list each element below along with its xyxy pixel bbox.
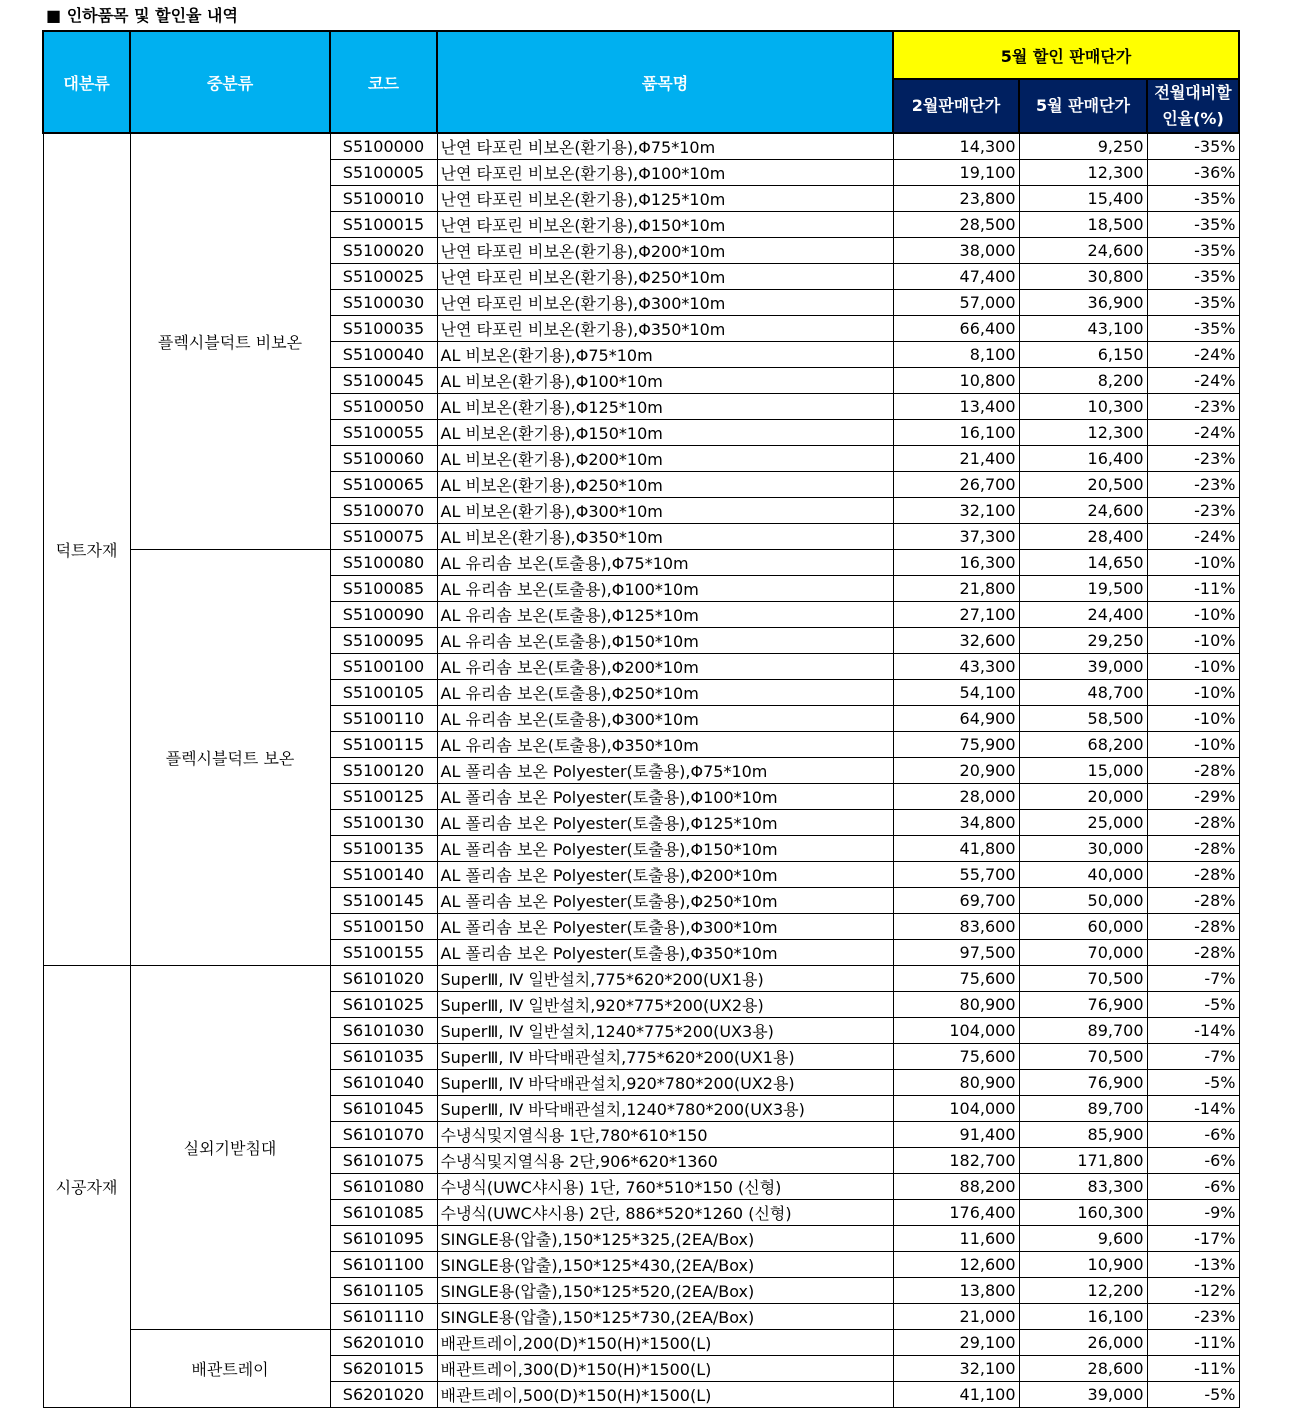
may-price-cell[interactable]: 70,500 [1019,1044,1147,1070]
may-price-cell[interactable]: 15,000 [1019,758,1147,784]
item-name-cell[interactable]: 난연 타포린 비보온(환기용),Φ350*10m [437,316,893,342]
item-name-cell[interactable]: AL 유리솜 보온(토출용),Φ100*10m [437,576,893,602]
may-price-cell[interactable]: 20,500 [1019,472,1147,498]
discount-rate-cell[interactable]: -24% [1147,368,1239,394]
item-name-cell[interactable]: AL 유리솜 보온(토출용),Φ125*10m [437,602,893,628]
code-cell[interactable]: S5100055 [330,420,437,446]
code-cell[interactable]: S6101070 [330,1122,437,1148]
feb-price-cell[interactable]: 54,100 [893,680,1019,706]
discount-rate-cell[interactable]: -23% [1147,446,1239,472]
feb-price-cell[interactable]: 14,300 [893,133,1019,160]
item-name-cell[interactable]: AL 폴리솜 보온 Polyester(토출용),Φ150*10m [437,836,893,862]
code-cell[interactable]: S5100035 [330,316,437,342]
header-may-discount-group[interactable]: 5월 할인 판매단가 [893,31,1239,79]
may-price-cell[interactable]: 30,000 [1019,836,1147,862]
discount-rate-cell[interactable]: -10% [1147,706,1239,732]
code-cell[interactable]: S5100125 [330,784,437,810]
code-cell[interactable]: S5100010 [330,186,437,212]
code-cell[interactable]: S6101025 [330,992,437,1018]
feb-price-cell[interactable]: 57,000 [893,290,1019,316]
feb-price-cell[interactable]: 13,400 [893,394,1019,420]
item-name-cell[interactable]: SINGLE용(압출),150*125*730,(2EA/Box) [437,1304,893,1330]
discount-rate-cell[interactable]: -23% [1147,472,1239,498]
feb-price-cell[interactable]: 32,100 [893,498,1019,524]
feb-price-cell[interactable]: 19,100 [893,160,1019,186]
item-name-cell[interactable]: SuperⅢ, Ⅳ 일반설치,775*620*200(UX1용) [437,966,893,992]
code-cell[interactable]: S6101075 [330,1148,437,1174]
feb-price-cell[interactable]: 66,400 [893,316,1019,342]
discount-rate-cell[interactable]: -28% [1147,862,1239,888]
feb-price-cell[interactable]: 43,300 [893,654,1019,680]
may-price-cell[interactable]: 76,900 [1019,992,1147,1018]
item-name-cell[interactable]: AL 비보온(환기용),Φ200*10m [437,446,893,472]
middle-category-cell[interactable]: 플렉시블덕트 비보온 [130,133,330,550]
header-discount-rate[interactable] [1147,79,1239,133]
discount-table [42,30,1240,1408]
discount-rate-cell[interactable]: -9% [1147,1200,1239,1226]
table-row [43,133,1239,160]
may-price-cell[interactable]: 25,000 [1019,810,1147,836]
item-name-cell[interactable]: SuperⅢ, Ⅳ 일반설치,920*775*200(UX2용) [437,992,893,1018]
may-price-cell[interactable]: 70,500 [1019,966,1147,992]
feb-price-cell[interactable]: 75,900 [893,732,1019,758]
code-cell[interactable]: S5100135 [330,836,437,862]
feb-price-cell[interactable]: 104,000 [893,1096,1019,1122]
discount-rate-cell[interactable]: -11% [1147,1330,1239,1356]
feb-price-cell[interactable]: 88,200 [893,1174,1019,1200]
may-price-cell[interactable]: 12,200 [1019,1278,1147,1304]
code-cell[interactable]: S5100155 [330,940,437,966]
item-name-cell[interactable]: SINGLE용(압출),150*125*430,(2EA/Box) [437,1252,893,1278]
item-name-cell[interactable]: AL 폴리솜 보온 Polyester(토출용),Φ300*10m [437,914,893,940]
discount-rate-cell[interactable]: -6% [1147,1122,1239,1148]
may-price-cell[interactable]: 8,200 [1019,368,1147,394]
item-name-cell[interactable]: AL 비보온(환기용),Φ100*10m [437,368,893,394]
may-price-cell[interactable]: 40,000 [1019,862,1147,888]
item-name-cell[interactable]: AL 비보온(환기용),Φ150*10m [437,420,893,446]
code-cell[interactable]: S5100090 [330,602,437,628]
may-price-cell[interactable]: 19,500 [1019,576,1147,602]
may-price-cell[interactable]: 24,600 [1019,238,1147,264]
may-price-cell[interactable]: 30,800 [1019,264,1147,290]
discount-rate-cell[interactable]: -10% [1147,602,1239,628]
item-name-cell[interactable]: AL 비보온(환기용),Φ75*10m [437,342,893,368]
item-name-cell[interactable]: AL 폴리솜 보온 Polyester(토출용),Φ200*10m [437,862,893,888]
item-name-cell[interactable]: 난연 타포린 비보온(환기용),Φ150*10m [437,212,893,238]
feb-price-cell[interactable]: 16,100 [893,420,1019,446]
discount-rate-cell[interactable]: -7% [1147,1044,1239,1070]
may-price-cell[interactable]: 12,300 [1019,420,1147,446]
feb-price-cell[interactable]: 32,600 [893,628,1019,654]
item-name-cell[interactable]: 난연 타포린 비보온(환기용),Φ300*10m [437,290,893,316]
feb-price-cell[interactable]: 97,500 [893,940,1019,966]
code-cell[interactable]: S5100000 [330,133,437,160]
feb-price-cell[interactable]: 64,900 [893,706,1019,732]
item-name-cell[interactable]: 난연 타포린 비보온(환기용),Φ250*10m [437,264,893,290]
discount-rate-cell[interactable]: -5% [1147,992,1239,1018]
header-may-price[interactable]: 5월 판매단가 [1019,79,1147,133]
may-price-cell[interactable]: 36,900 [1019,290,1147,316]
code-cell[interactable]: S5100020 [330,238,437,264]
feb-price-cell[interactable]: 182,700 [893,1148,1019,1174]
feb-price-cell[interactable]: 55,700 [893,862,1019,888]
code-cell[interactable]: S6101080 [330,1174,437,1200]
may-price-cell[interactable]: 24,400 [1019,602,1147,628]
sheet-title: ■ 인하품목 및 할인율 내역 [46,6,238,25]
code-cell[interactable]: S5100095 [330,628,437,654]
discount-rate-cell[interactable]: -35% [1147,238,1239,264]
discount-rate-cell[interactable]: -35% [1147,264,1239,290]
may-price-cell[interactable]: 39,000 [1019,654,1147,680]
code-cell[interactable]: S6101020 [330,966,437,992]
header-rate-line2: 인율(%) [1162,109,1224,128]
code-cell[interactable]: S5100075 [330,524,437,550]
may-price-cell[interactable]: 20,000 [1019,784,1147,810]
middle-category-cell[interactable]: 배관트레이 [130,1330,330,1408]
item-name-cell[interactable]: AL 비보온(환기용),Φ125*10m [437,394,893,420]
major-category-cell[interactable]: 덕트자재 [43,133,130,966]
discount-rate-cell[interactable]: -6% [1147,1148,1239,1174]
may-price-cell[interactable]: 24,600 [1019,498,1147,524]
code-cell[interactable]: S6201010 [330,1330,437,1356]
discount-rate-cell[interactable]: -35% [1147,133,1239,160]
code-cell[interactable]: S5100130 [330,810,437,836]
item-name-cell[interactable]: AL 폴리솜 보온 Polyester(토출용),Φ100*10m [437,784,893,810]
may-price-cell[interactable]: 28,600 [1019,1356,1147,1382]
may-price-cell[interactable]: 39,000 [1019,1382,1147,1408]
may-price-cell[interactable]: 89,700 [1019,1018,1147,1044]
may-price-cell[interactable]: 83,300 [1019,1174,1147,1200]
feb-price-cell[interactable]: 75,600 [893,966,1019,992]
code-cell[interactable]: S5100025 [330,264,437,290]
item-name-cell[interactable]: 수냉식(UWC샤시용) 1단, 760*510*150 (신형) [437,1174,893,1200]
middle-category-cell[interactable]: 실외기받침대 [130,966,330,1330]
item-name-cell[interactable]: SuperⅢ, Ⅳ 바닥배관설치,920*780*200(UX2용) [437,1070,893,1096]
may-price-cell[interactable]: 16,400 [1019,446,1147,472]
table-row [43,550,1239,576]
discount-rate-cell[interactable]: -28% [1147,940,1239,966]
discount-rate-cell[interactable]: -11% [1147,576,1239,602]
may-price-cell[interactable]: 6,150 [1019,342,1147,368]
feb-price-cell[interactable]: 41,800 [893,836,1019,862]
feb-price-cell[interactable]: 26,700 [893,472,1019,498]
feb-price-cell[interactable]: 37,300 [893,524,1019,550]
header-item-name[interactable]: 품목명 [437,31,893,133]
code-cell[interactable]: S5100110 [330,706,437,732]
feb-price-cell[interactable]: 29,100 [893,1330,1019,1356]
discount-rate-cell[interactable]: -28% [1147,810,1239,836]
discount-rate-cell[interactable]: -6% [1147,1174,1239,1200]
feb-price-cell[interactable]: 75,600 [893,1044,1019,1070]
header-feb-price[interactable]: 2월판매단가 [893,79,1019,133]
discount-rate-cell[interactable]: -35% [1147,290,1239,316]
feb-price-cell[interactable]: 16,300 [893,550,1019,576]
may-price-cell[interactable]: 10,300 [1019,394,1147,420]
item-name-cell[interactable]: 난연 타포린 비보온(환기용),Φ75*10m [437,133,893,160]
may-price-cell[interactable]: 48,700 [1019,680,1147,706]
item-name-cell[interactable]: 수냉식및지열식용 1단,780*610*150 [437,1122,893,1148]
may-price-cell[interactable]: 58,500 [1019,706,1147,732]
discount-rate-cell[interactable]: -10% [1147,550,1239,576]
code-cell[interactable]: S5100040 [330,342,437,368]
feb-price-cell[interactable]: 11,600 [893,1226,1019,1252]
discount-rate-cell[interactable]: -14% [1147,1096,1239,1122]
item-name-cell[interactable]: AL 유리솜 보온(토출용),Φ300*10m [437,706,893,732]
may-price-cell[interactable]: 10,900 [1019,1252,1147,1278]
item-name-cell[interactable]: 수냉식및지열식용 2단,906*620*1360 [437,1148,893,1174]
discount-rate-cell[interactable]: -24% [1147,342,1239,368]
item-name-cell[interactable]: SINGLE용(압출),150*125*325,(2EA/Box) [437,1226,893,1252]
item-name-cell[interactable]: AL 폴리솜 보온 Polyester(토출용),Φ125*10m [437,810,893,836]
code-cell[interactable]: S5100120 [330,758,437,784]
discount-rate-cell[interactable]: -10% [1147,732,1239,758]
header-major-category[interactable]: 대분류 [43,31,130,133]
item-name-cell[interactable]: 배관트레이,200(D)*150(H)*1500(L) [437,1330,893,1356]
item-name-cell[interactable]: AL 비보온(환기용),Φ300*10m [437,498,893,524]
code-cell[interactable]: S5100050 [330,394,437,420]
may-price-cell[interactable]: 9,600 [1019,1226,1147,1252]
may-price-cell[interactable]: 171,800 [1019,1148,1147,1174]
feb-price-cell[interactable]: 28,500 [893,212,1019,238]
code-cell[interactable]: S5100045 [330,368,437,394]
discount-rate-cell[interactable]: -14% [1147,1018,1239,1044]
discount-rate-cell[interactable]: -36% [1147,160,1239,186]
code-cell[interactable]: S6101095 [330,1226,437,1252]
feb-price-cell[interactable]: 104,000 [893,1018,1019,1044]
may-price-cell[interactable]: 43,100 [1019,316,1147,342]
feb-price-cell[interactable]: 32,100 [893,1356,1019,1382]
code-cell[interactable]: S5100005 [330,160,437,186]
discount-rate-cell[interactable]: -10% [1147,628,1239,654]
item-name-cell[interactable]: AL 폴리솜 보온 Polyester(토출용),Φ75*10m [437,758,893,784]
middle-category-cell[interactable]: 플렉시블덕트 보온 [130,550,330,966]
header-code[interactable]: 코드 [330,31,437,133]
code-cell[interactable]: S5100080 [330,550,437,576]
discount-rate-cell[interactable]: -24% [1147,524,1239,550]
item-name-cell[interactable]: AL 비보온(환기용),Φ250*10m [437,472,893,498]
item-name-cell[interactable]: AL 유리솜 보온(토출용),Φ200*10m [437,654,893,680]
discount-rate-cell[interactable]: -23% [1147,1304,1239,1330]
code-cell[interactable]: S5100115 [330,732,437,758]
discount-rate-cell[interactable]: -17% [1147,1226,1239,1252]
item-name-cell[interactable]: AL 폴리솜 보온 Polyester(토출용),Φ350*10m [437,940,893,966]
feb-price-cell[interactable]: 20,900 [893,758,1019,784]
may-price-cell[interactable]: 12,300 [1019,160,1147,186]
code-cell[interactable]: S6101105 [330,1278,437,1304]
item-name-cell[interactable]: 난연 타포린 비보온(환기용),Φ200*10m [437,238,893,264]
item-name-cell[interactable]: SINGLE용(압출),150*125*520,(2EA/Box) [437,1278,893,1304]
discount-rate-cell[interactable]: -28% [1147,914,1239,940]
discount-rate-cell[interactable]: -13% [1147,1252,1239,1278]
discount-rate-cell[interactable]: -5% [1147,1070,1239,1096]
item-name-cell[interactable]: 배관트레이,300(D)*150(H)*1500(L) [437,1356,893,1382]
discount-rate-cell[interactable]: -10% [1147,654,1239,680]
feb-price-cell[interactable]: 41,100 [893,1382,1019,1408]
may-price-cell[interactable]: 16,100 [1019,1304,1147,1330]
code-cell[interactable]: S6101030 [330,1018,437,1044]
discount-rate-cell[interactable]: -23% [1147,394,1239,420]
discount-rate-cell[interactable]: -28% [1147,888,1239,914]
item-name-cell[interactable]: 배관트레이,500(D)*150(H)*1500(L) [437,1382,893,1408]
code-cell[interactable]: S5100065 [330,472,437,498]
may-price-cell[interactable]: 160,300 [1019,1200,1147,1226]
discount-rate-cell[interactable]: -28% [1147,836,1239,862]
header-rate-line1: 전월대비할 [1154,83,1232,102]
feb-price-cell[interactable]: 91,400 [893,1122,1019,1148]
code-cell[interactable]: S5100100 [330,654,437,680]
code-cell[interactable]: S5100105 [330,680,437,706]
may-price-cell[interactable]: 9,250 [1019,133,1147,160]
may-price-cell[interactable]: 68,200 [1019,732,1147,758]
feb-price-cell[interactable]: 10,800 [893,368,1019,394]
feb-price-cell[interactable]: 176,400 [893,1200,1019,1226]
may-price-cell[interactable]: 89,700 [1019,1096,1147,1122]
discount-rate-cell[interactable]: -12% [1147,1278,1239,1304]
feb-price-cell[interactable]: 21,000 [893,1304,1019,1330]
table-row [43,1330,1239,1356]
feb-price-cell[interactable]: 47,400 [893,264,1019,290]
feb-price-cell[interactable]: 21,800 [893,576,1019,602]
code-cell[interactable]: S6101040 [330,1070,437,1096]
code-cell[interactable]: S5100070 [330,498,437,524]
feb-price-cell[interactable]: 34,800 [893,810,1019,836]
item-name-cell[interactable]: AL 유리솜 보온(토출용),Φ75*10m [437,550,893,576]
item-name-cell[interactable]: AL 폴리솜 보온 Polyester(토출용),Φ250*10m [437,888,893,914]
feb-price-cell[interactable]: 12,600 [893,1252,1019,1278]
may-price-cell[interactable]: 18,500 [1019,212,1147,238]
may-price-cell[interactable]: 70,000 [1019,940,1147,966]
code-cell[interactable]: S6101100 [330,1252,437,1278]
may-price-cell[interactable]: 50,000 [1019,888,1147,914]
header-middle-category[interactable]: 중분류 [130,31,330,133]
feb-price-cell[interactable]: 80,900 [893,1070,1019,1096]
code-cell[interactable]: S6101035 [330,1044,437,1070]
feb-price-cell[interactable]: 23,800 [893,186,1019,212]
code-cell[interactable]: S5100140 [330,862,437,888]
discount-rate-cell[interactable]: -35% [1147,212,1239,238]
item-name-cell[interactable]: AL 유리솜 보온(토출용),Φ350*10m [437,732,893,758]
feb-price-cell[interactable]: 83,600 [893,914,1019,940]
code-cell[interactable]: S5100030 [330,290,437,316]
code-cell[interactable]: S6101085 [330,1200,437,1226]
feb-price-cell[interactable]: 13,800 [893,1278,1019,1304]
feb-price-cell[interactable]: 69,700 [893,888,1019,914]
code-cell[interactable]: S5100145 [330,888,437,914]
code-cell[interactable]: S6201020 [330,1382,437,1408]
may-price-cell[interactable]: 26,000 [1019,1330,1147,1356]
may-price-cell[interactable]: 29,250 [1019,628,1147,654]
code-cell[interactable]: S6101110 [330,1304,437,1330]
discount-rate-cell[interactable]: -29% [1147,784,1239,810]
may-price-cell[interactable]: 15,400 [1019,186,1147,212]
may-price-cell[interactable]: 60,000 [1019,914,1147,940]
code-cell[interactable]: S6101045 [330,1096,437,1122]
item-name-cell[interactable]: 수냉식(UWC샤시용) 2단, 886*520*1260 (신형) [437,1200,893,1226]
discount-rate-cell[interactable]: -35% [1147,186,1239,212]
table-row [43,966,1239,992]
code-cell[interactable]: S5100085 [330,576,437,602]
code-cell[interactable]: S5100150 [330,914,437,940]
feb-price-cell[interactable]: 80,900 [893,992,1019,1018]
may-price-cell[interactable]: 76,900 [1019,1070,1147,1096]
code-cell[interactable]: S6201015 [330,1356,437,1382]
feb-price-cell[interactable]: 21,400 [893,446,1019,472]
major-category-cell[interactable]: 시공자재 [43,966,130,1408]
discount-rate-cell[interactable]: -10% [1147,680,1239,706]
item-name-cell[interactable]: AL 유리솜 보온(토출용),Φ250*10m [437,680,893,706]
item-name-cell[interactable]: SuperⅢ, Ⅳ 바닥배관설치,775*620*200(UX1용) [437,1044,893,1070]
discount-rate-cell[interactable]: -7% [1147,966,1239,992]
feb-price-cell[interactable]: 38,000 [893,238,1019,264]
feb-price-cell[interactable]: 8,100 [893,342,1019,368]
discount-rate-cell[interactable]: -28% [1147,758,1239,784]
item-name-cell[interactable]: AL 비보온(환기용),Φ350*10m [437,524,893,550]
code-cell[interactable]: S5100015 [330,212,437,238]
discount-rate-cell[interactable]: -11% [1147,1356,1239,1382]
discount-rate-cell[interactable]: -23% [1147,498,1239,524]
feb-price-cell[interactable]: 28,000 [893,784,1019,810]
discount-rate-cell[interactable]: -24% [1147,420,1239,446]
may-price-cell[interactable]: 28,400 [1019,524,1147,550]
discount-rate-cell[interactable]: -5% [1147,1382,1239,1408]
item-name-cell[interactable]: 난연 타포린 비보온(환기용),Φ100*10m [437,160,893,186]
may-price-cell[interactable]: 14,650 [1019,550,1147,576]
item-name-cell[interactable]: AL 유리솜 보온(토출용),Φ150*10m [437,628,893,654]
item-name-cell[interactable]: SuperⅢ, Ⅳ 일반설치,1240*775*200(UX3용) [437,1018,893,1044]
code-cell[interactable]: S5100060 [330,446,437,472]
feb-price-cell[interactable]: 27,100 [893,602,1019,628]
may-price-cell[interactable]: 85,900 [1019,1122,1147,1148]
item-name-cell[interactable]: SuperⅢ, Ⅳ 바닥배관설치,1240*780*200(UX3용) [437,1096,893,1122]
discount-rate-cell[interactable]: -35% [1147,316,1239,342]
item-name-cell[interactable]: 난연 타포린 비보온(환기용),Φ125*10m [437,186,893,212]
